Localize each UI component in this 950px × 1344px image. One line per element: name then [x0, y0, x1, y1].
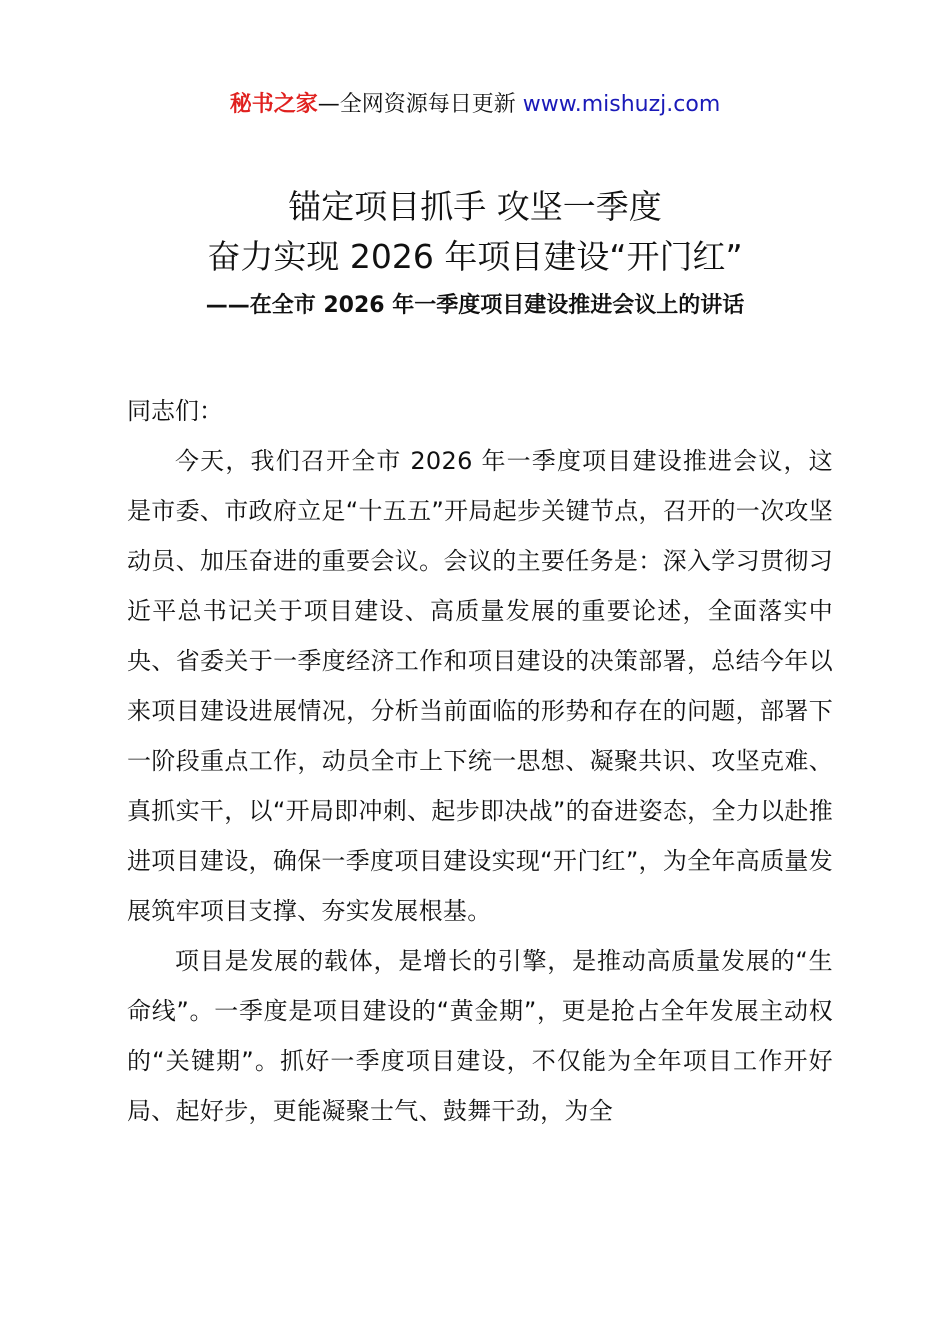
header-tagline: —全网资源每日更新	[317, 92, 523, 117]
document-subtitle: ——在全市 2026 年一季度项目建设推进会议上的讲话	[205, 293, 745, 318]
brand-name: 秘书之家	[229, 92, 318, 117]
site-url-link[interactable]: www.mishuzj.com	[522, 92, 721, 117]
paragraph-2: 项目是发展的载体，是增长的引擎，是推动高质量发展的“生命线”。一季度是项目建设的“黄金期”，更是抢占全年发展主动权的“关键期”。抓好一季度项目建设，不仅能为全年项目工作开好局、起好步，更能凝聚士气、鼓舞干劲，为全	[127, 947, 833, 1125]
title-line-2: 奋力实现 2026 年项目建设“开门红”	[207, 237, 743, 276]
salutation: 同志们：	[127, 397, 223, 425]
paragraph-1: 今天，我们召开全市 2026 年一季度项目建设推进会议，这是市委、市政府立足“十五五”开局起步关键节点，召开的一次攻坚动员、加压奋进的重要会议。会议的主要任务是：深入学习贯彻习近平总书记关于项目建设、高质量发展的重要论述，全面落实中央、省委关于一季度经济工作和项目建设的决策部署，总结今年以来项目建设进展情况，分析当前面临的形势和存在的问题，部署下一阶段重点工作，动员全市上下统一思想、凝聚共识、攻坚克难、真抓实干，以“开局即冲刺、起步即决战”的奋进姿态，全力以赴推进项目建设，确保一季度项目建设实现“开门红”，为全年高质量发展筑牢项目支撑、夯实发展根基。	[127, 447, 833, 925]
title-line-1: 锚定项目抓手 攻坚一季度	[288, 187, 662, 226]
document-title-block	[0, 182, 950, 324]
document-body	[127, 386, 833, 1136]
site-header	[0, 90, 950, 120]
